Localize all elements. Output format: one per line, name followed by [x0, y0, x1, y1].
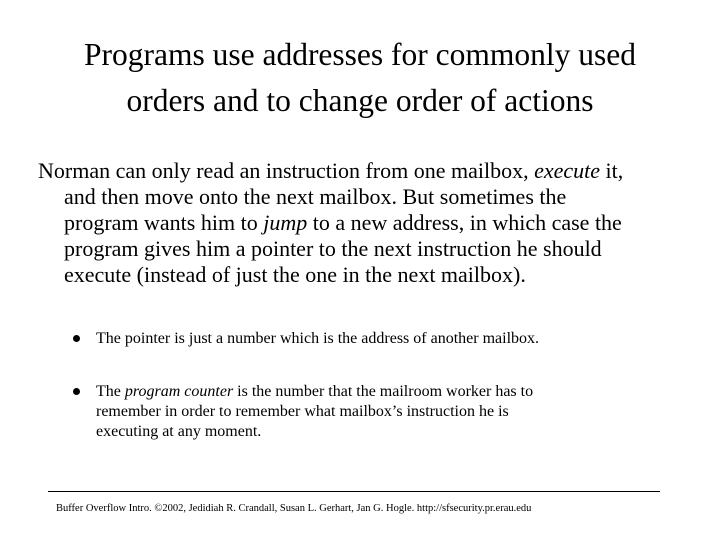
bullet-text — [96, 382, 533, 442]
emphasis-execute: execute — [534, 158, 601, 183]
bullet-line — [96, 382, 533, 402]
bullet-dot-icon — [73, 388, 80, 395]
bullet-line: executing at any moment. — [96, 423, 262, 440]
footer-divider — [48, 491, 660, 492]
paragraph-text: to a new address, in which case the — [307, 210, 622, 235]
bullet-dot-icon — [73, 335, 80, 342]
emphasis-jump: jump — [263, 210, 308, 235]
paragraph-line-5: execute (instead of just the one in the next mailbox). — [64, 262, 526, 287]
bullet-item-program-counter — [73, 382, 693, 446]
title-line-2: orders and to change order of actions — [126, 83, 594, 118]
bullet-text-part: is the number that the mailroom worker has to — [233, 383, 534, 400]
bullet-item-pointer — [73, 329, 693, 349]
footer-credits: Buffer Overflow Intro. ©2002, Jedidiah R. Crandall, Susan L. Gerhart, Jan G. Hogle. http://sfsecurity.pr.erau.edu — [56, 503, 532, 514]
title-line-1: Programs use addresses for commonly used — [83, 37, 637, 72]
paragraph-text: program wants him to — [64, 210, 264, 235]
bullet-text — [96, 329, 539, 349]
bullet-text-part: The — [96, 383, 125, 400]
paragraph-text: Norman can only read an instruction from one mailbox, — [38, 158, 535, 183]
emphasis-program-counter: program counter — [124, 383, 234, 400]
bullet-line: remember in order to remember what mailbox’s instruction he is — [96, 403, 509, 420]
paragraph-text: it, — [600, 158, 624, 183]
paragraph-line-2: and then move onto the next mailbox. But sometimes the — [64, 184, 567, 209]
paragraph-line-4: program gives him a pointer to the next instruction he should — [64, 236, 602, 261]
bullet-line: The pointer is just a number which is the address of another mailbox. — [96, 330, 540, 347]
